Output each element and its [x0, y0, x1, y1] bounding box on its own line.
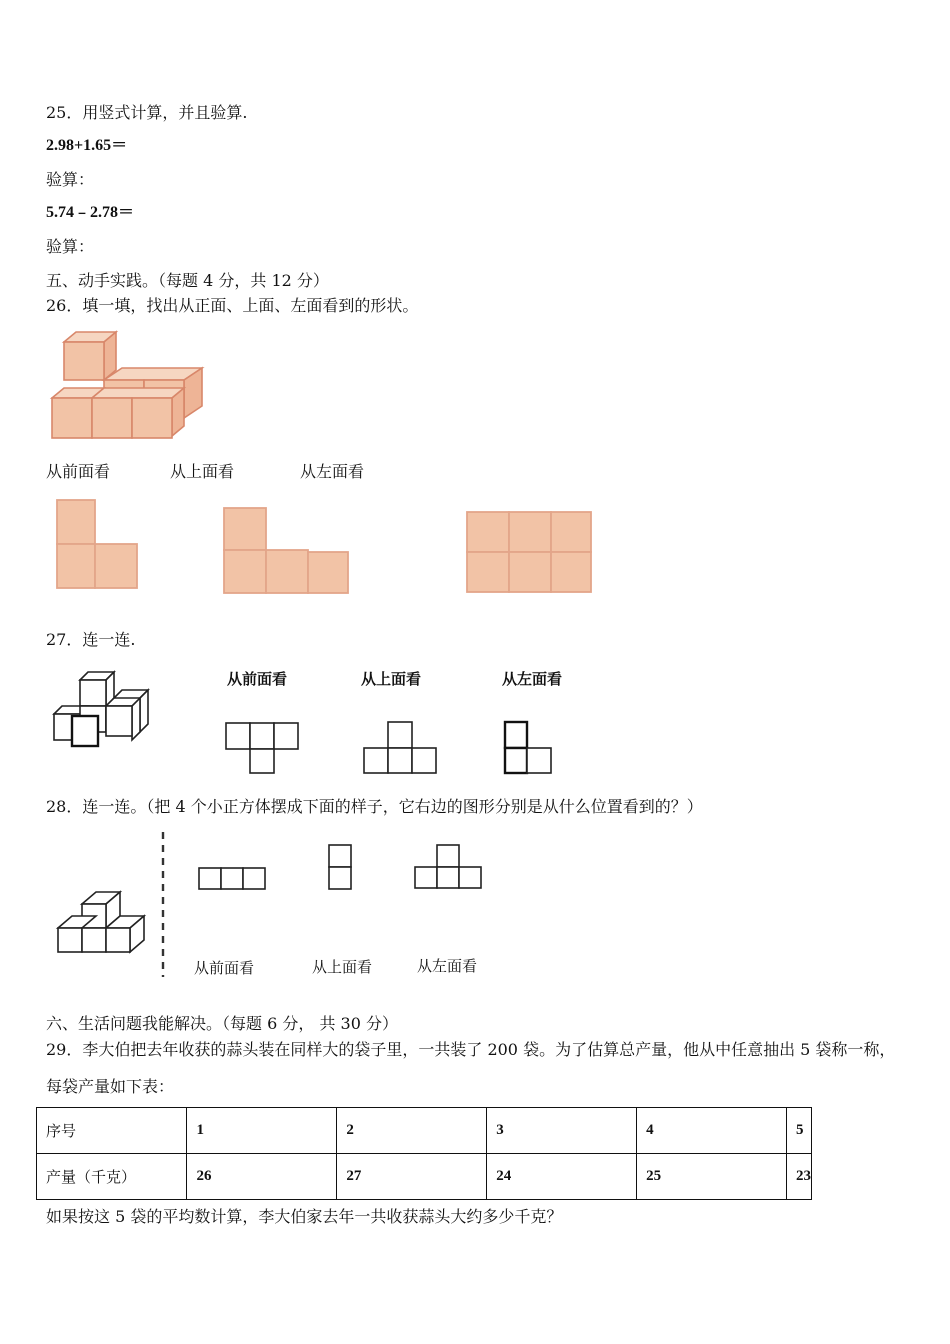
q28-view-row-shape — [197, 866, 267, 892]
q26-title: 26．填一填，找出从正面、上面、左面看到的形状。 — [46, 296, 419, 315]
q28-label-top: 从上面看 — [312, 958, 373, 976]
table-row — [37, 1108, 812, 1154]
table-cell: 4 — [637, 1108, 787, 1154]
table-cell: 26 — [187, 1154, 337, 1200]
q29-title: 29．李大伯把去年收获的蒜头装在同样大的袋子里，一共装了 200 袋。为了估算总产量，他从中任意抽出 5 袋称一称， — [46, 1040, 896, 1059]
q29-question: 如果按这 5 袋的平均数计算，李大伯家去年一共收获蒜头大约多少千克？ — [46, 1207, 563, 1226]
q29-yield-table — [36, 1107, 812, 1200]
table-cell: 3 — [487, 1108, 637, 1154]
q27-solid-figure — [50, 668, 160, 753]
q28-solid-figure — [54, 888, 154, 958]
table-cell: 23 — [786, 1154, 811, 1200]
q28-title: 28．连一连。（把 4 个小正方体摆成下面的样子，它右边的图形分别是从什么位置看到的？） — [46, 797, 703, 816]
q25-expression-1: 2.98+1.65＝ — [46, 137, 128, 154]
table-cell: 25 — [637, 1154, 787, 1200]
q29-table-intro: 每袋产量如下表： — [46, 1077, 175, 1096]
q27-view-l-shape — [501, 720, 557, 776]
table-cell: 2 — [337, 1108, 487, 1154]
q27-label-top: 从上面看 — [361, 672, 422, 688]
q27-view-cross-shape — [224, 721, 304, 776]
q25-check-label-2: 验算： — [46, 237, 95, 256]
q28-view-column-shape — [327, 843, 355, 891]
q27-title: 27．连一连. — [46, 630, 136, 649]
q27-label-left: 从左面看 — [502, 672, 563, 688]
q26-label-left: 从左面看 — [300, 462, 365, 481]
table-cell: 27 — [337, 1154, 487, 1200]
q28-label-front: 从前面看 — [194, 959, 255, 977]
q25-check-label-1: 验算： — [46, 170, 95, 189]
q28-view-t-shape — [413, 843, 483, 891]
q27-label-front: 从前面看 — [227, 672, 288, 688]
table-cell: 1 — [187, 1108, 337, 1154]
q26-label-top: 从上面看 — [170, 462, 235, 481]
q28-divider-dashed-line — [160, 832, 166, 977]
q26-left-view-shape — [465, 510, 597, 595]
table-cell: 产量（千克） — [37, 1154, 187, 1200]
section-6-heading: 六、生活问题我能解决。（每题 6 分， 共 30 分） — [46, 1014, 398, 1033]
q26-label-front: 从前面看 — [46, 462, 111, 481]
section-5-heading: 五、动手实践。（每题 4 分，共 12 分） — [46, 271, 329, 290]
q26-front-view-shape — [55, 498, 145, 593]
table-cell: 5 — [786, 1108, 811, 1154]
q26-top-view-shape — [222, 506, 357, 598]
q26-cube-stack-figure — [50, 330, 210, 445]
q27-view-t-shape — [362, 720, 442, 776]
table-cell: 序号 — [37, 1108, 187, 1154]
q25-title: 25．用竖式计算，并且验算. — [46, 103, 248, 122]
table-row — [37, 1154, 812, 1200]
q25-expression-2: 5.74﹣2.78＝ — [46, 204, 135, 221]
q28-label-left: 从左面看 — [417, 957, 478, 975]
table-cell: 24 — [487, 1154, 637, 1200]
